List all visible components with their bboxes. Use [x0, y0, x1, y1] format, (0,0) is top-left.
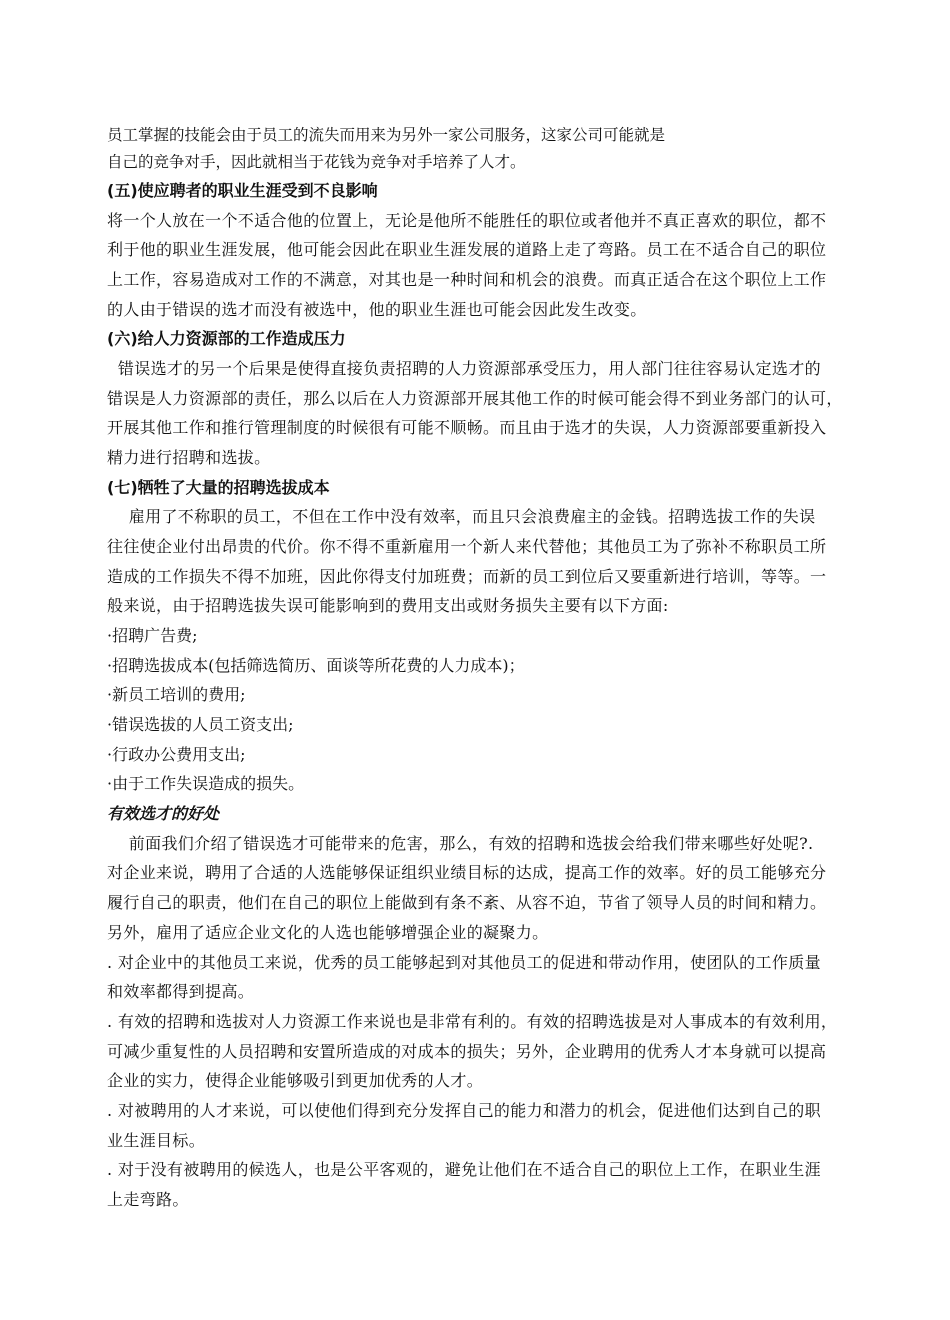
- text-line: 可减少重复性的人员招聘和安置所造成的对成本的损失；另外，企业聘用的优秀人才本身就可以提高: [107, 1041, 827, 1061]
- text-line: 自己的竞争对手，因此就相当于花钱为竞争对手培养了人才。: [107, 153, 526, 171]
- text-line: 错误是人力资源部的责任，那么以后在人力资源部开展其他工作的时候可能会得不到业务部门的认可，: [107, 388, 843, 408]
- text-line: 员工掌握的技能会由于员工的流失而用来为另外一家公司服务，这家公司可能就是: [107, 126, 666, 144]
- text-line: 开展其他工作和推行管理制度的时候很有可能不顺畅。而且由于选才的失误，人力资源部要重新投入: [107, 418, 827, 438]
- text-line: 和效率都得到提高。: [107, 982, 255, 1002]
- section-heading-7: (七)牺牲了大量的招聘选拔成本: [107, 477, 330, 497]
- intro-paragraph: [107, 122, 903, 176]
- text-line: 业生涯目标。: [107, 1130, 206, 1150]
- text-line: 上走弯路。: [107, 1190, 189, 1209]
- text-line: 对企业来说，聘用了合适的人选能够保证组织业绩目标的达成，提高工作的效率。好的员工能够充分: [107, 863, 827, 883]
- text-line: 往往使企业付出昂贵的代价。你不得不重新雇用一个新人来代替他；其他员工为了弥补不称职员工所: [107, 536, 827, 556]
- text-line: . 有效的招聘和选拔对人力资源工作来说也是非常有利的。有效的招聘选拔是对人事成本的有效利用，: [107, 1011, 838, 1031]
- list-item: ·由于工作失误造成的损失。: [107, 774, 305, 794]
- text-line: 雇用了不称职的员工，不但在工作中没有效率，而且只会浪费雇主的金钱。招聘选拔工作的失误: [107, 507, 816, 527]
- benefits-heading: 有效选才的好处: [107, 804, 220, 824]
- text-line: 另外，雇用了适应企业文化的人选也能够增强企业的凝聚力。: [107, 922, 549, 942]
- list-item: ·行政办公费用支出;: [107, 744, 246, 764]
- list-item: ·新员工培训的费用;: [107, 685, 246, 705]
- text-line: . 对于没有被聘用的候选人，也是公平客观的，避免让他们在不适合自己的职位上工作，在职业生涯: [107, 1160, 821, 1180]
- text-line: 前面我们介绍了错误选才可能带来的危害，那么，有效的招聘和选拔会给我们带来哪些好处呢?.: [107, 833, 814, 853]
- section-6-paragraph: [107, 354, 903, 473]
- cost-bullet-list: [107, 621, 903, 799]
- text-line: . 对被聘用的人才来说，可以使他们得到充分发挥自己的能力和潜力的机会，促进他们达到自己的职: [107, 1100, 821, 1120]
- section-heading-6: (六)给人力资源部的工作造成压力: [107, 329, 346, 349]
- text-line: 造成的工作损失不得不加班，因此你得支付加班费；而新的员工到位后又要重新进行培训，等等。一: [107, 566, 827, 586]
- list-item: ·招聘选拔成本(包括筛选简历、面谈等所花费的人力成本)；: [107, 655, 525, 675]
- text-line: 上工作，容易造成对工作的不满意，对其也是一种时间和机会的浪费。而真正适合在这个职位上工作: [107, 269, 827, 289]
- document-page: [107, 122, 903, 1215]
- text-line: . 对企业中的其他员工来说，优秀的员工能够起到对其他员工的促进和带动作用，使团队的工作质量: [107, 952, 821, 972]
- benefits-paragraph: [107, 829, 903, 1215]
- section-5-paragraph: [107, 206, 903, 325]
- list-item: ·招聘广告费;: [107, 626, 198, 646]
- list-item: ·错误选拔的人员工资支出;: [107, 715, 294, 735]
- text-line: 的人由于错误的选才而没有被选中，他的职业生涯也可能会因此发生改变。: [107, 299, 647, 319]
- section-7-paragraph: [107, 502, 903, 621]
- text-line: 履行自己的职责，他们在自己的职位上能做到有条不紊、从容不迫，节省了领导人员的时间和精力。: [107, 893, 827, 913]
- text-line: 将一个人放在一个不适合他的位置上，无论是他所不能胜任的职位或者他并不真正喜欢的职位，都不: [107, 210, 827, 230]
- text-line: 错误选才的另一个后果是使得直接负责招聘的人力资源部承受压力，用人部门往往容易认定选才的: [107, 358, 821, 378]
- text-line: 般来说，由于招聘选拔失误可能影响到的费用支出或财务损失主要有以下方面:: [107, 596, 669, 616]
- section-heading-5: (五)使应聘者的职业生涯受到不良影响: [107, 181, 378, 200]
- text-line: 精力进行招聘和选拔。: [107, 448, 271, 467]
- text-line: 企业的实力，使得企业能够吸引到更加优秀的人才。: [107, 1071, 484, 1091]
- text-line: 利于他的职业生涯发展，他可能会因此在职业生涯发展的道路上走了弯路。员工在不适合自己的职位: [107, 240, 827, 260]
